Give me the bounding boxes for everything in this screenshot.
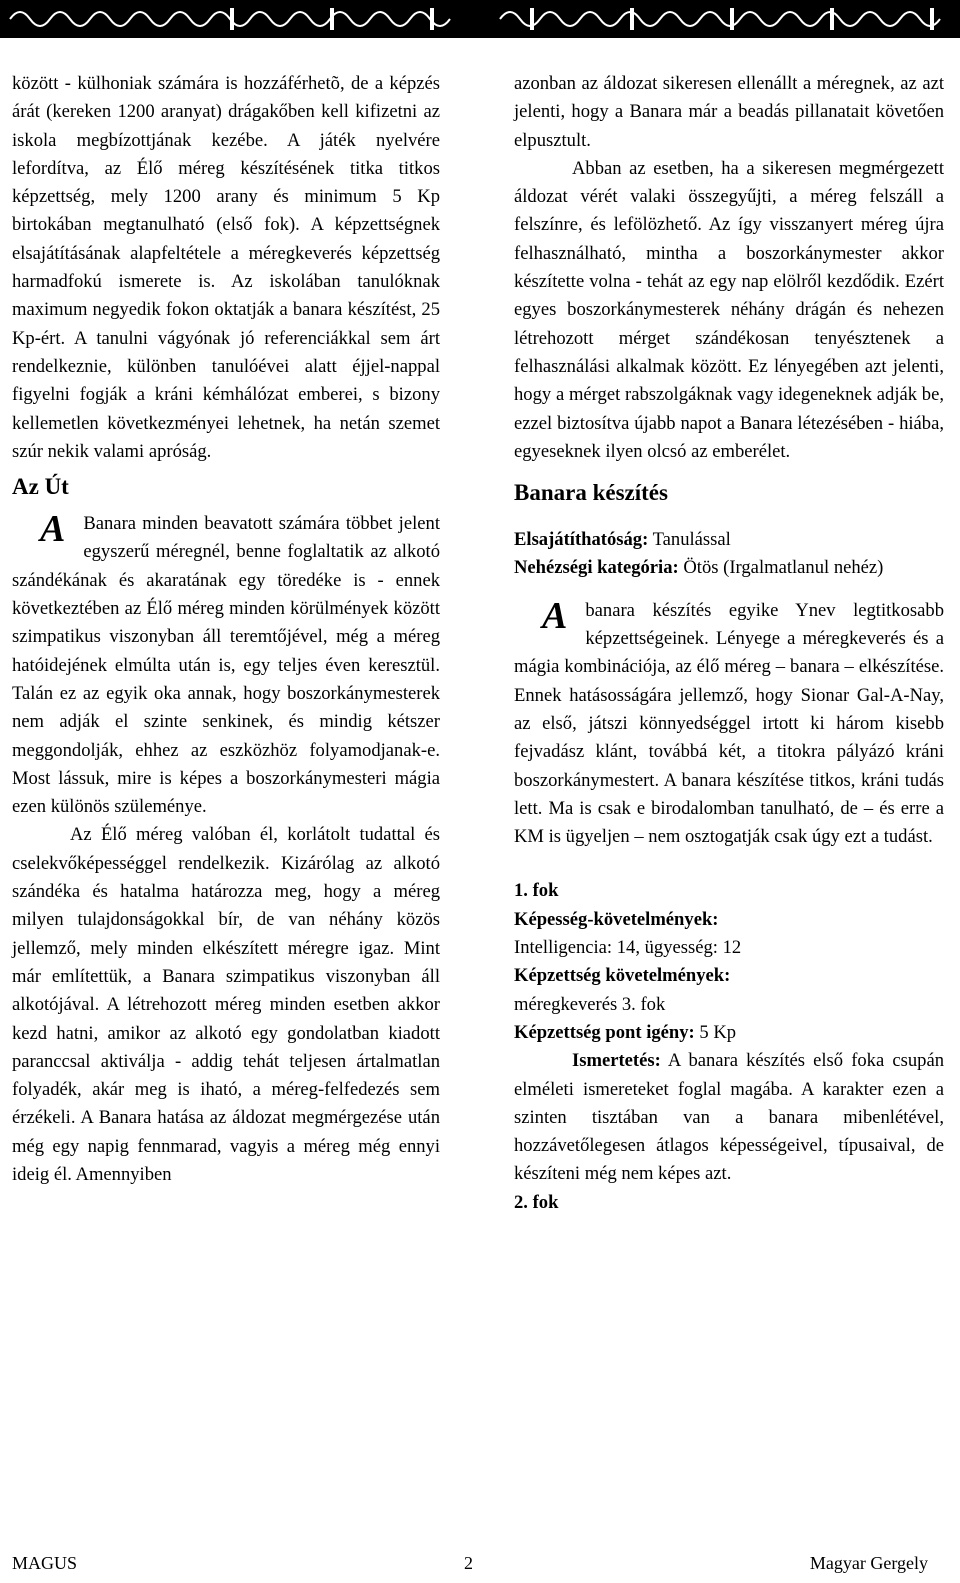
fok-1-label: 1. fok xyxy=(514,880,559,902)
elsajatithatosag-line xyxy=(514,526,944,554)
section-heading-az-ut: Az Út xyxy=(12,474,69,500)
elsajatithatosag-label: Elsajátíthatóság: xyxy=(514,529,649,551)
section-heading-banara-keszites: Banara készítés xyxy=(514,480,668,506)
right-paragraph-3 xyxy=(514,594,944,852)
left-paragraph-3: Az Élő méreg valóban él, korlátolt tudattal és cselekvőképességgel rendelkezik. Kizárólag az alkotó szándéka és hatalma határozza meg, hogy a méreg milyen tulajdonságokkal bír, de van néhány közös jellemző, mely minden elkészített méregre igaz. Mint már említettük, a Banara szimpatikus viszonyban áll alkotójával. A létrehozott méreg minden esetben akkor kezd hatni, amikor az alkotó egy gondolatban kiadott paranccsal aktiválja - addig tehát teljesen ártalmatlan folyadék, akár meg is iható, a méreg-felfedezés sem érzékeli. A Banara hatása az áldozat megmérgezése után még egy napig fennmarad, vagyis a méreg még ennyi ideig él. Amennyiben xyxy=(12,824,440,1185)
right-paragraph-2: Abban az esetben, ha a sikeresen megmérgezett áldozat vérét valaki összegyűjti, a méreg felszáll a felszínre, és lefölözhető. Az így visszanyert méreg újra felhasználható, mintha a boszorkánymester akkor készítette volna - tehát az egy nap elölről kezdődik. Ezért egyes boszorkánymesterek néhány drágán és nehezen létrehozott mérget szándékosan tenyésztenek a felhasználási alkalmak között. Ez lényegében azt jelenti, hogy a mérget rabszolgáknak vagy idegeneknek adják be, ezzel biztosítva újabb napot a Banara létezésében - hiába, egyeseknek ilyen olcsó az emberélet. xyxy=(514,157,944,462)
ismertetes-paragraph xyxy=(514,1047,944,1188)
dropcap-letter: A xyxy=(40,508,66,551)
left-paragraph-2 xyxy=(12,510,440,821)
fok-1-heading xyxy=(514,877,944,905)
nehezsegi-line xyxy=(514,554,944,582)
decorative-banner xyxy=(0,0,960,38)
left-column xyxy=(12,70,440,1189)
elsajatithatosag-value: Tanulással xyxy=(652,529,731,551)
left-paragraph-1: között - külhoniak számára is hozzáférhetõ, de a képzés árát (kereken 1200 aranyat) drágakőben kell kifizetni az iskola megbízottjának kezébe. A játék nyelvére lefordítva, az Élő méreg készítésének titka titkos képzettség, mely 1200 arany és minimum 5 Kp birtokában megtanulható (első fok). A képzettségnek elsajátításának alapfeltétele a méregkeverés képzettség harmadfokú ismerete is. Az iskolában tanulóknak maximum negyedik fokon oktatják a banara készítést, 25 Kp-ért. A tanulni vágyónak jó referenciákkal sem árt rendelkeznie, különben tanulóévei alatt éjjel-nappal figyelni fogják a kráni kémhálózat emberei, s bizony kellemetlen következményei lehetnek, ha netán szemet szúr nekik valami apróság. xyxy=(12,73,440,462)
right-column xyxy=(514,70,944,1217)
kepesseg-label: Képesség-követelmények: xyxy=(514,908,719,930)
ismertetes-value: A banara készítés első foka csupán elméleti ismereteket foglal magába. A karakter ezen a szinten tisztában van a banara mibenlétével, hozzávetőlegesen átlagos képességeivel, típusaival, de készíteni még nem képes azt. xyxy=(514,1050,944,1185)
nehezsegi-value: Ötös (Irgalmatlanul nehéz) xyxy=(683,557,884,579)
kepesseg-value: Intelligencia: 14, ügyesség: 12 xyxy=(514,937,742,959)
banner-ornament-icon xyxy=(0,0,960,38)
kp-value: 5 Kp xyxy=(699,1021,737,1043)
kp-label: Képzettség pont igény: xyxy=(514,1021,695,1043)
kepzettseg-label: Képzettség követelmények: xyxy=(514,965,731,987)
nehezsegi-label: Nehézségi kategória: xyxy=(514,557,679,579)
kepzettseg-value: méregkeverés 3. fok xyxy=(514,993,666,1015)
kepesseg-label-line xyxy=(514,906,944,934)
right-paragraph-1: azonban az áldozat sikeresen ellenállt a méregnek, az azt jelenti, hogy a Banara már a beadás pillanatait követően elpusztult. xyxy=(514,73,944,151)
kp-line xyxy=(514,1019,944,1047)
dropcap-letter-right: A xyxy=(542,594,568,637)
fok-2-heading xyxy=(514,1189,944,1217)
left-paragraph-2-text: Banara minden beavatott számára többet jelent egyszerű méregnél, benne foglaltatik az alkotó szándékának és akaratának egy töredéke is - ennek következtében az Élő méreg minden körülmények között szimpatikus viszonyban áll teremtőjével, még a méreg hatóidejének elmúlta után is, egy teljes éven keresztül. Talán ez az egyik oka annak, hogy boszorkánymesterek nem adják el szinte senkinek, és mindig kétszer meggondolják, ehhez az eszközhöz folyamodjanak-e. Most lássuk, mire is képes a boszorkánymesteri mágia ezen különös szüleménye. xyxy=(12,513,440,818)
fok-2-label: 2. fok xyxy=(514,1191,559,1213)
right-paragraph-3-text: banara készítés egyike Ynev legtitkosabb képzettségeinek. Lényege a méregkeverés és a mágia kombinációja, az élő méreg – banara – elkészítése. Ennek hatásosságára jellemző, hogy Sionar Gal-A-Nay, az első, játszi könnyedséggel irtott ki három kisebb fejvadász klánt, továbbá két, a titokra pályázó kráni boszorkánymestert. A banara készítése titkos, kráni tudás lett. Ma is csak e birodalomban tanulható, de – és erre a KM is ügyeljen – nem osztogatják csak úgy ezt a tudást. xyxy=(514,599,944,848)
ismertetes-label: Ismertetés: xyxy=(572,1050,661,1072)
footer-left: MAGUS xyxy=(12,1553,78,1573)
footer-author: Magyar Gergely xyxy=(809,1553,928,1573)
page-number: 2 xyxy=(464,1553,473,1573)
kepzettseg-label-line xyxy=(514,962,944,990)
